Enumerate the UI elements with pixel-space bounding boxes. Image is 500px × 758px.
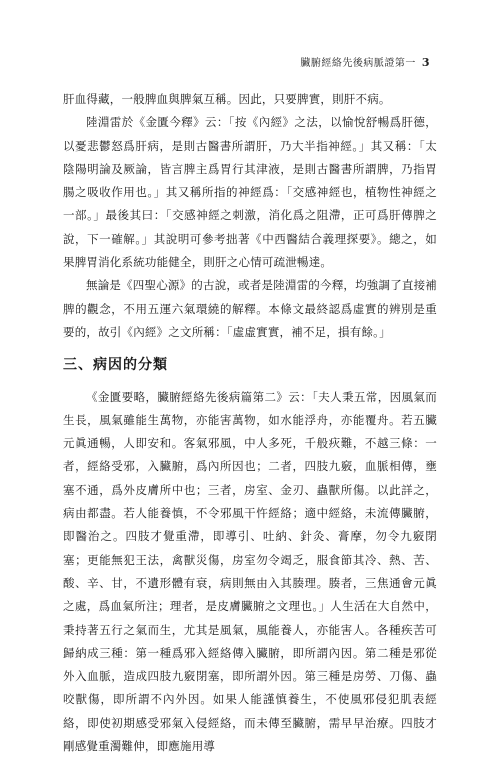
paragraph-jingui-quote: 《金匱要略，臟腑經絡先後病篇第二》云：「夫人秉五常，因風氣而生長，風氣雖能生萬物，亦能害萬物，如水能浮舟，亦能覆舟。若五臟元眞通暢，人即安和。客氣邪風，中人多死，千般疢難，不越三條：一者，經絡受邪，入臟腑，爲內所因也；二者，四肢九竅，血脈相傳，壅塞不通，爲外皮膚所中也；三者，房室、金刃、蟲獸所傷。以此詳之，病由都盡。若人能養慎，不令邪風干忤經絡；適中經絡，未流傳臟腑，即醫治之。四肢才覺重滯，即導引、吐納、針灸、膏摩，勿令九竅閉塞；更能無犯王法，禽獸災傷，房室勿令竭乏，服食節其冷、熱、苦、酸、辛、甘，不遺形體有衰，病則無由入其腠理。腠者，三焦通會元眞之處，爲血氣所注；理者，是皮膚臟腑之文理也。」人生活在大自然中，秉持著五行之氣而生，尤其是風氣，風能養人，亦能害人。各種疾苦可歸納成三種：第一種爲邪入經絡傳入臟腑，即所謂內因。第二種是邪從外入血脈，造成四肢九竅閉塞，即所謂外因。第三種是房勞、刀傷、蟲咬獸傷，即所謂不內外因。如果人能謹慎養生，不使風邪侵犯肌表經絡，即使初期感受邪氣入侵經絡，而未傳至臟腑，需早早治療。四肢才剛感覺重濁難伸，即應施用導 bbox=[63, 389, 437, 754]
page-body bbox=[63, 88, 437, 758]
paragraph-lu-yuanlei: 陸淵雷於《金匱今釋》云：「按《內經》之法，以愉悅舒暢爲肝德，以憂悲鬱怒爲肝病，是則古醫書所謂肝，乃大半指神經。」其又稱：「太陰陽明論及厥論，皆言脾主爲胃行其津液，是則古醫書所謂脾，乃指胃腸之吸收作用也。」其又稱所指的神經爲：「交感神經也，植物性神經之一部。」最後其曰：「交感神經之刺激，消化爲之阻滯，正可爲肝傳脾之說，下一確解。」其說明可參考拙著《中西醫結合義理探要》。總之，如果脾胃消化系統功能健全，則肝之心情可疏泄暢達。 bbox=[63, 115, 437, 270]
section-heading: 三、病因的分類 bbox=[63, 357, 168, 374]
paragraph-conclusion: 無論是《四聖心源》的古說，或者是陸淵雷的今釋，均強調了直接補脾的觀念，不用五運六氣環繞的解釋。本條文最終認爲虛實的辨別是重要的，故引《內經》之文所稱：「虛虛實實，補不足，損有餘。」 bbox=[63, 278, 437, 339]
page-number: 3 bbox=[421, 56, 430, 69]
running-title: 臟腑經絡先後病脈證第一 bbox=[300, 58, 416, 69]
running-header bbox=[300, 54, 430, 69]
paragraph-continued: 肝血得藏，一般脾血與脾氣互稱。因此，只要脾實，則肝不病。 bbox=[63, 92, 391, 106]
